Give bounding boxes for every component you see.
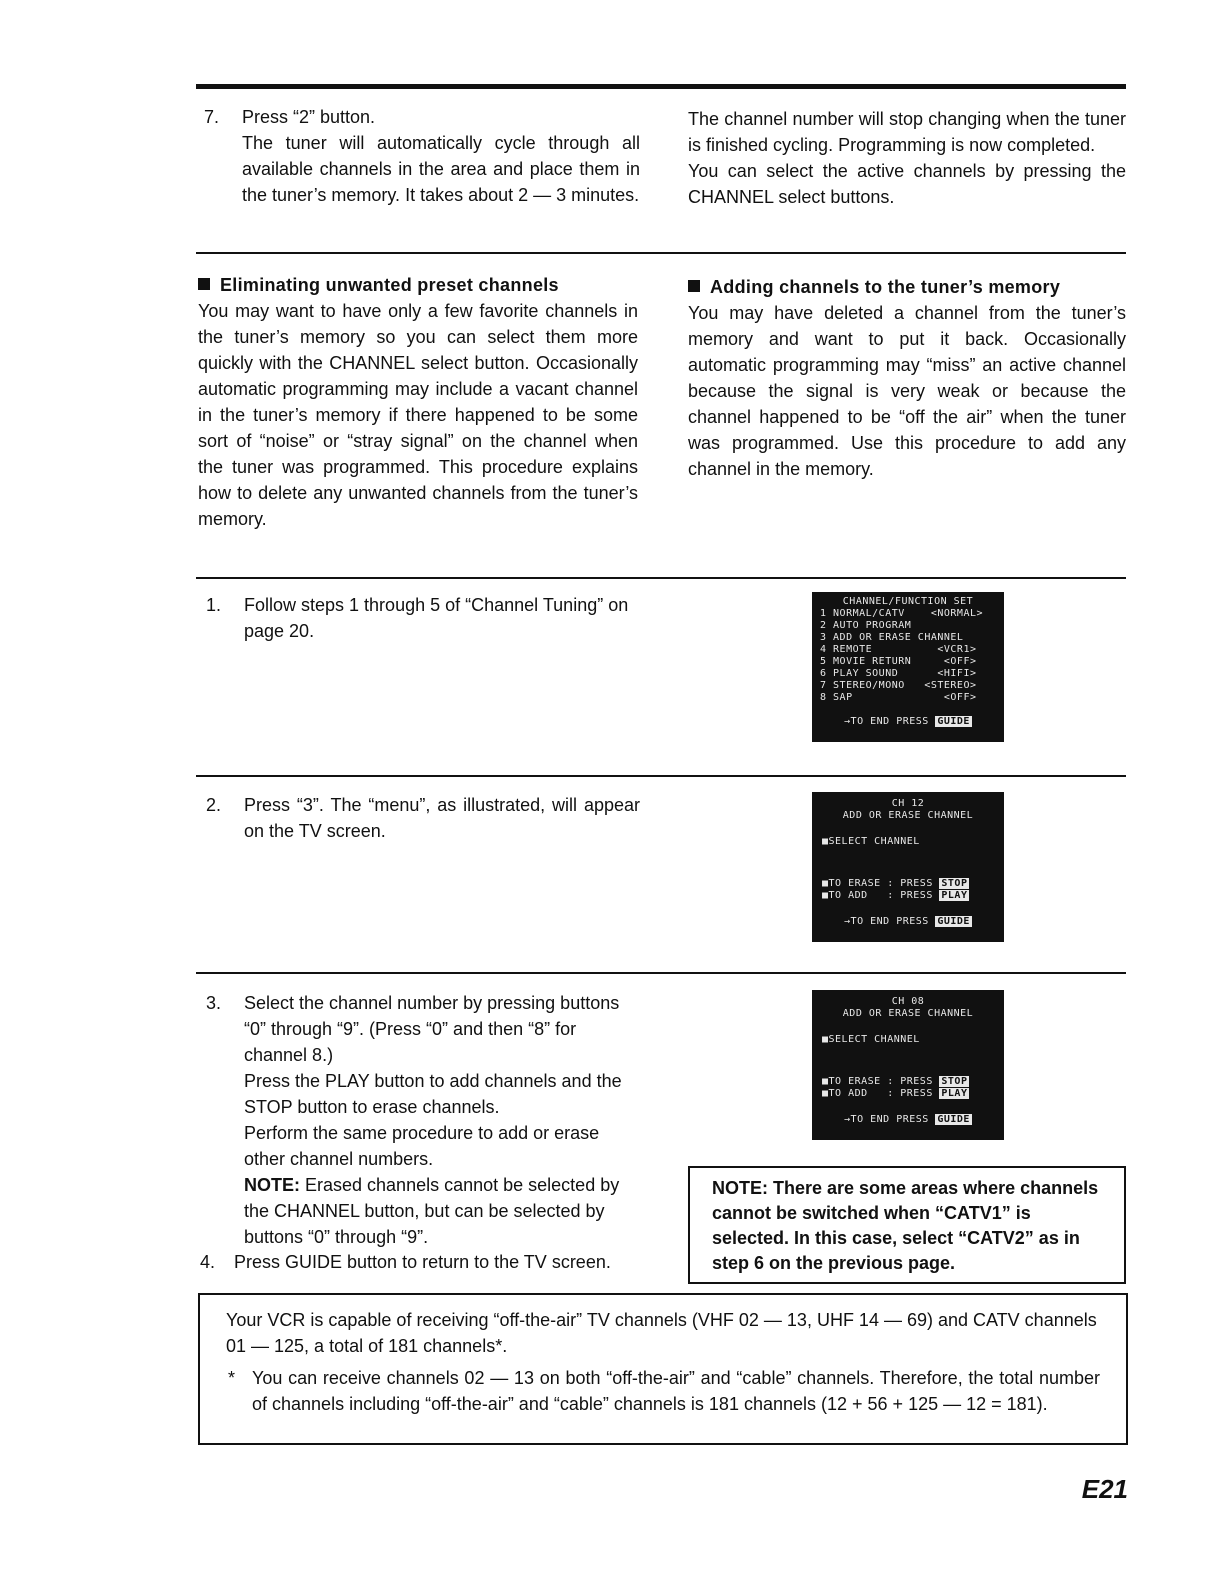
divider-2	[196, 577, 1126, 579]
play-key: PLAY	[941, 890, 968, 901]
step-2-number: 2.	[206, 795, 222, 815]
top-rule	[196, 84, 1126, 89]
menu-item-7: 7 STEREO/MONO <STEREO>	[820, 680, 977, 691]
play-key: PLAY	[941, 1088, 968, 1099]
eliminating-body: You may want to have only a few favorite channels in the tuner’s memory so you can select them more quickly with the CHANNEL select button. Occasionally automatic programming may include a vacant channel in the tuner’s memory if there happened to be some sort of “noise” or “stray signal” on the channel when the tuner was programmed. This procedure explains how to delete any unwanted channels from the tuner’s memory.	[198, 301, 638, 529]
tv-menu-channel-function-set	[812, 592, 1004, 742]
note-text: There are some areas where channels cannot be switched when “CATV1” is selected. In this case, select “CATV2” as in step 6 on the previous page.	[712, 1178, 1099, 1273]
menu-title: CHANNEL/FUNCTION SET	[842, 596, 974, 607]
menu-channel: CH 08	[891, 996, 925, 1007]
menu-item-1: 1 NORMAL/CATV <NORMAL>	[820, 608, 984, 619]
guide-key: GUIDE	[937, 1114, 970, 1125]
step-4	[200, 1249, 640, 1275]
adding-heading: Adding channels to the tuner’s memory	[688, 274, 1126, 300]
menu-add-line: ■TO ADD : PRESS PLAY	[822, 890, 968, 901]
step-7-right-1: The channel number will stop changing when the tuner is finished cycling. Programming is now completed.	[688, 109, 1126, 155]
step-3	[206, 990, 640, 1250]
menu-item-4: 4 REMOTE <VCR1>	[820, 644, 977, 655]
square-bullet-icon	[688, 280, 700, 292]
step-3-line-3: Perform the same procedure to add or erase other channel numbers.	[244, 1123, 600, 1169]
stop-key: STOP	[941, 878, 968, 889]
step-3-note: NOTE: Erased channels cannot be selected by the CHANNEL button, but can be selected by buttons “0” through “9”.	[244, 1175, 620, 1247]
menu-end-line: →TO END PRESS GUIDE	[844, 916, 970, 927]
menu-item-5: 5 MOVIE RETURN <OFF>	[820, 656, 977, 667]
menu-title: ADD OR ERASE CHANNEL	[842, 1008, 974, 1019]
tv-menu-add-erase-ch08	[812, 990, 1004, 1140]
menu-add-line: ■TO ADD : PRESS PLAY	[822, 1088, 968, 1099]
guide-key: GUIDE	[937, 916, 970, 927]
menu-erase-line: ■TO ERASE : PRESS STOP	[822, 878, 968, 889]
capacity-text: Your VCR is capable of receiving “off-the-air” TV channels (VHF 02 — 13, UHF 14 — 69) and CATV channels 01 — 125, a total of 181 channels*.	[226, 1310, 1097, 1356]
step-1-number: 1.	[206, 595, 222, 615]
menu-end-line: →TO END PRESS GUIDE	[844, 1114, 970, 1125]
menu-item-3: 3 ADD OR ERASE CHANNEL	[820, 632, 964, 643]
menu-erase-line: ■TO ERASE : PRESS STOP	[822, 1076, 968, 1087]
guide-key: GUIDE	[937, 716, 970, 727]
channel-capacity-box	[198, 1293, 1128, 1445]
step-7	[204, 104, 640, 208]
step-3-line-2: Press the PLAY button to add channels and the STOP button to erase channels.	[244, 1071, 622, 1117]
eliminating-section	[198, 272, 638, 532]
step-1-text: Follow steps 1 through 5 of “Channel Tuning” on page 20.	[244, 595, 629, 641]
divider-4	[196, 972, 1126, 974]
asterisk-mark: *	[228, 1368, 236, 1388]
note-label: NOTE:	[712, 1178, 768, 1198]
menu-item-2: 2 AUTO PROGRAM	[820, 620, 912, 631]
step-2-text: Press “3”. The “menu”, as illustrated, will appear on the TV screen.	[244, 795, 640, 841]
step-1	[206, 592, 640, 644]
step-7-right-2: You can select the active channels by pressing the CHANNEL select buttons.	[688, 161, 1126, 207]
menu-item-8: 8 SAP <OFF>	[820, 692, 977, 703]
divider-1	[196, 252, 1126, 254]
menu-end-line: →TO END PRESS GUIDE	[844, 716, 970, 727]
adding-body: You may have deleted a channel from the tuner’s memory and want to put it back. Occasionally automatic programming may “miss” an active channel because the signal is very weak or because the channel happened to be “off the air” when the tuner was programmed. Use this procedure to add any channel in the memory.	[688, 303, 1126, 479]
step-7-line-1: Press “2” button.	[242, 107, 376, 127]
stop-key: STOP	[941, 1076, 968, 1087]
step-2	[206, 792, 640, 844]
capacity-footnote: * You can receive channels 02 — 13 on both “off-the-air” and “cable” channels. Therefore, the total number of channels including “off-the-air” and “cable” channels is 181 channels (12 + 56 + 125 — 12 = 181).	[226, 1365, 1100, 1417]
catv-note-box	[688, 1166, 1126, 1284]
menu-item-6: 6 PLAY SOUND <HIFI>	[820, 668, 977, 679]
step-4-number: 4.	[200, 1252, 216, 1272]
menu-title: ADD OR ERASE CHANNEL	[842, 810, 974, 821]
menu-select-channel: ■SELECT CHANNEL	[822, 836, 920, 847]
page-number: E21	[1081, 1474, 1128, 1504]
step-3-note-label: NOTE:	[244, 1175, 300, 1195]
eliminating-heading: Eliminating unwanted preset channels	[198, 272, 638, 298]
step-7-number: 7.	[204, 107, 220, 127]
square-bullet-icon	[198, 278, 210, 290]
step-7-continued	[688, 106, 1126, 210]
step-7-line-2: The tuner will automatically cycle through all available channels in the area and place them in the tuner’s memory. It takes about 2 — 3 minutes.	[242, 133, 640, 205]
menu-channel: CH 12	[891, 798, 925, 809]
step-3-number: 3.	[206, 993, 222, 1013]
step-3-line-1: Select the channel number by pressing buttons “0” through “9”. (Press “0” and then “8” for channel 8.)	[244, 993, 620, 1065]
step-4-text: Press GUIDE button to return to the TV screen.	[234, 1252, 611, 1272]
divider-3	[196, 775, 1126, 777]
adding-section	[688, 274, 1126, 482]
tv-menu-add-erase-ch12	[812, 792, 1004, 942]
menu-select-channel: ■SELECT CHANNEL	[822, 1034, 920, 1045]
